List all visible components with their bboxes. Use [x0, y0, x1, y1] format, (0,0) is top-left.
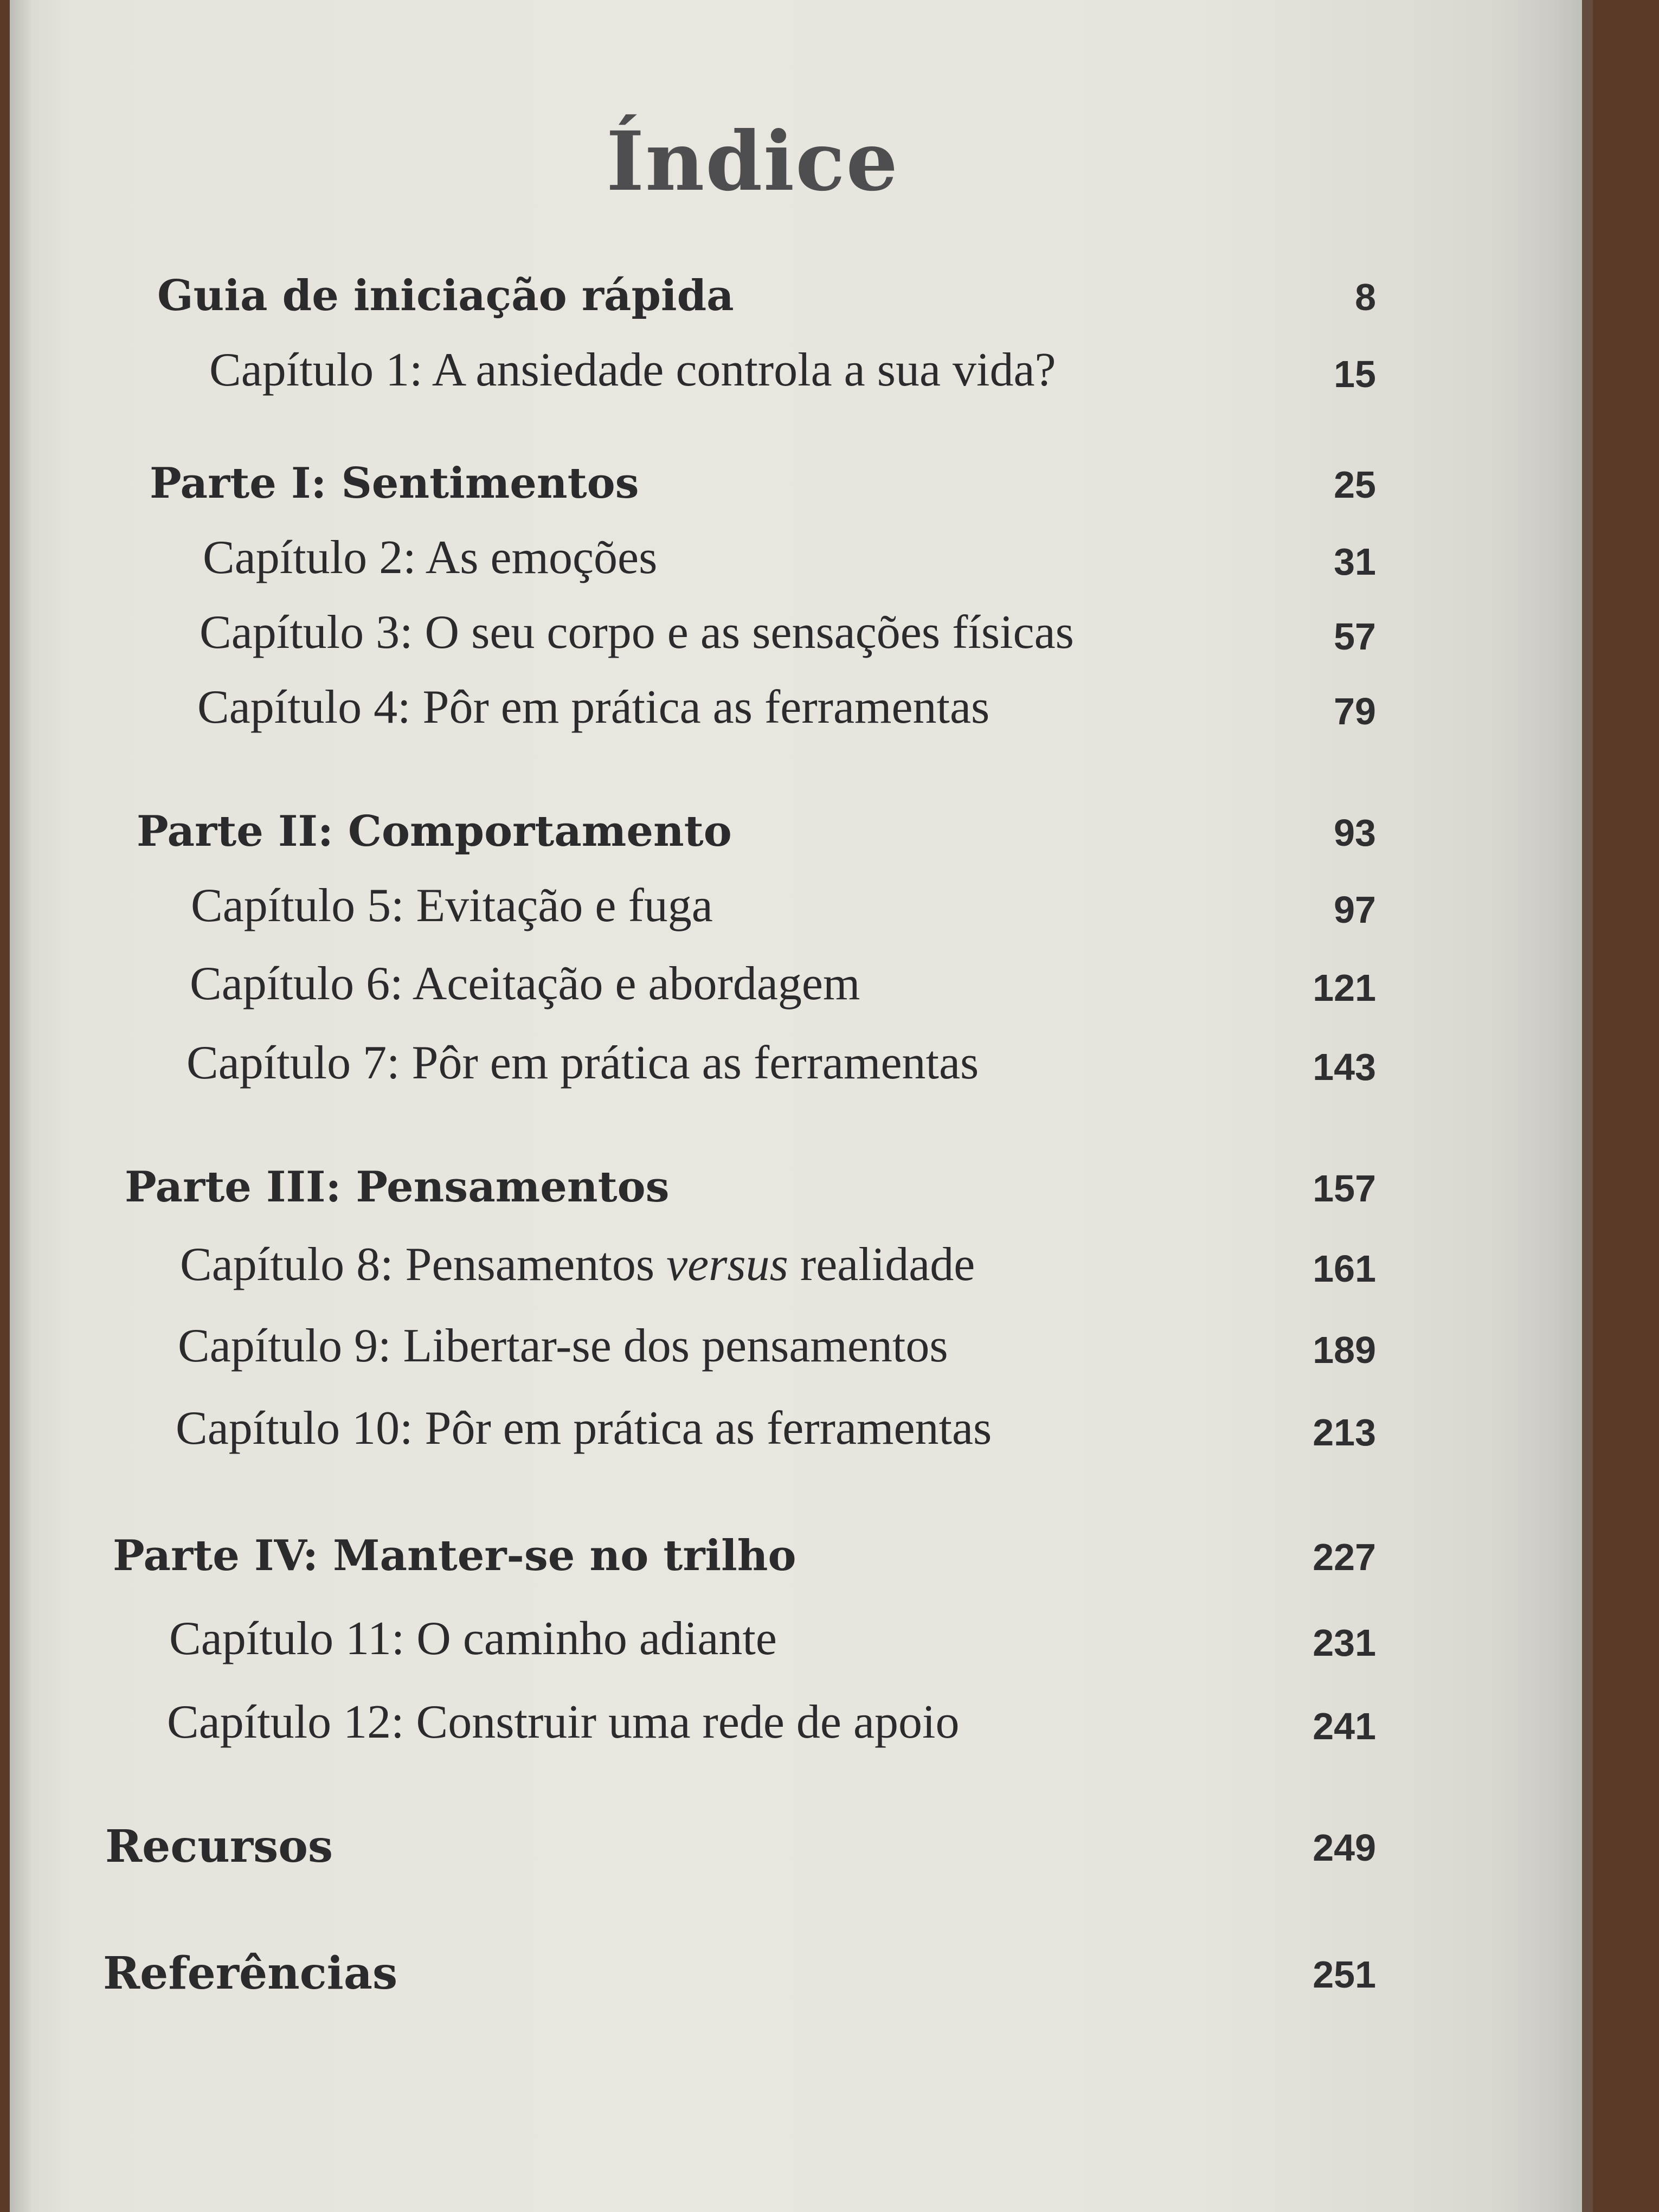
toc-entry-page: 231 — [1313, 1622, 1376, 1664]
toc-entry-label: Capítulo 12: Construir uma rede de apoio — [167, 1696, 960, 1748]
toc-entry-chapter — [10, 528, 1495, 588]
toc-entry-part — [10, 1526, 1495, 1585]
toc-entry-page: 15 — [1334, 353, 1376, 395]
book-page — [10, 0, 1582, 2212]
toc-entry-chapter — [10, 1033, 1495, 1093]
toc-entry-page: 121 — [1313, 967, 1376, 1009]
toc-entry-part — [10, 801, 1495, 861]
toc-entry-page: 161 — [1313, 1248, 1376, 1290]
toc-entry-label: Capítulo 5: Evitação e fuga — [191, 879, 713, 932]
toc-entry-page: 8 — [1355, 276, 1376, 318]
toc-entry-label: Parte III: Pensamentos — [125, 1162, 670, 1212]
toc-entry-chapter — [10, 678, 1495, 737]
toc-entry-label: Guia de iniciação rápida — [157, 271, 734, 320]
toc-entry-chapter — [10, 340, 1495, 400]
toc-entry-page: 251 — [1313, 1953, 1376, 1996]
toc-entry-chapter — [10, 954, 1495, 1014]
toc-entry-label: Parte IV: Manter-se no trilho — [113, 1531, 796, 1580]
toc-entry-chapter — [10, 1316, 1495, 1376]
toc-entry-part — [10, 266, 1495, 325]
toc-entry-label: Parte II: Comportamento — [137, 807, 732, 856]
toc-entry-label: Recursos — [105, 1821, 333, 1873]
page-gutter — [10, 0, 31, 2212]
toc-entry-label: Capítulo 4: Pôr em prática as ferramentas — [197, 681, 990, 734]
toc-entry-label: Capítulo 2: As emoções — [203, 531, 658, 584]
toc-entry-section — [10, 1943, 1495, 2003]
toc-entry-label: Referências — [103, 1947, 398, 1999]
toc-entry-page: 93 — [1334, 812, 1376, 854]
toc-entry-page: 25 — [1334, 464, 1376, 506]
toc-entry-section — [10, 1816, 1495, 1876]
toc-entry-page: 189 — [1313, 1329, 1376, 1371]
toc-entry-label: Parte I: Sentimentos — [150, 459, 639, 508]
toc-entry-label-italic: versus — [666, 1238, 788, 1291]
toc-entry-label: Capítulo 10: Pôr em prática as ferramentas — [176, 1402, 992, 1455]
toc-entry-label: Capítulo 6: Aceitação e abordagem — [190, 957, 860, 1010]
toc-entry-chapter — [10, 603, 1495, 663]
toc-entry-page: 31 — [1334, 541, 1376, 583]
toc-entry-chapter — [10, 1693, 1495, 1752]
toc-entry-page: 79 — [1334, 690, 1376, 732]
toc-entry-page: 97 — [1334, 889, 1376, 931]
toc-entry-part — [10, 453, 1495, 513]
toc-entry-label: Capítulo 1: A ansiedade controla a sua vida? — [209, 344, 1056, 396]
toc-entry-page: 227 — [1313, 1536, 1376, 1578]
toc-entry-chapter — [10, 1399, 1495, 1458]
toc-entry-label: Capítulo 9: Libertar-se dos pensamentos — [178, 1320, 948, 1372]
toc-entry-page: 241 — [1313, 1705, 1376, 1747]
toc-entry-chapter — [10, 876, 1495, 936]
page-edge-shadow — [1495, 0, 1593, 2212]
toc-entry-page: 213 — [1313, 1411, 1376, 1454]
toc-entry-label-pre: Capítulo 8: Pensamentos — [180, 1238, 667, 1291]
toc-entry-label: Capítulo 7: Pôr em prática as ferramentas — [187, 1037, 979, 1089]
toc-entry-label: Capítulo 3: O seu corpo e as sensações físicas — [200, 606, 1074, 659]
toc-entry-page: 57 — [1334, 615, 1376, 658]
toc-entry-part — [10, 1157, 1495, 1217]
toc-entry-page: 143 — [1313, 1046, 1376, 1088]
toc-entry-page: 157 — [1313, 1167, 1376, 1210]
page-title: Índice — [606, 114, 899, 209]
toc-entry-label — [180, 1237, 975, 1292]
toc-entry-chapter — [10, 1609, 1495, 1669]
toc-entry-page: 249 — [1313, 1827, 1376, 1869]
toc-entry-chapter — [10, 1235, 1495, 1295]
toc-entry-label: Capítulo 11: O caminho adiante — [169, 1612, 777, 1665]
toc-entry-label-post: realidade — [788, 1238, 975, 1291]
